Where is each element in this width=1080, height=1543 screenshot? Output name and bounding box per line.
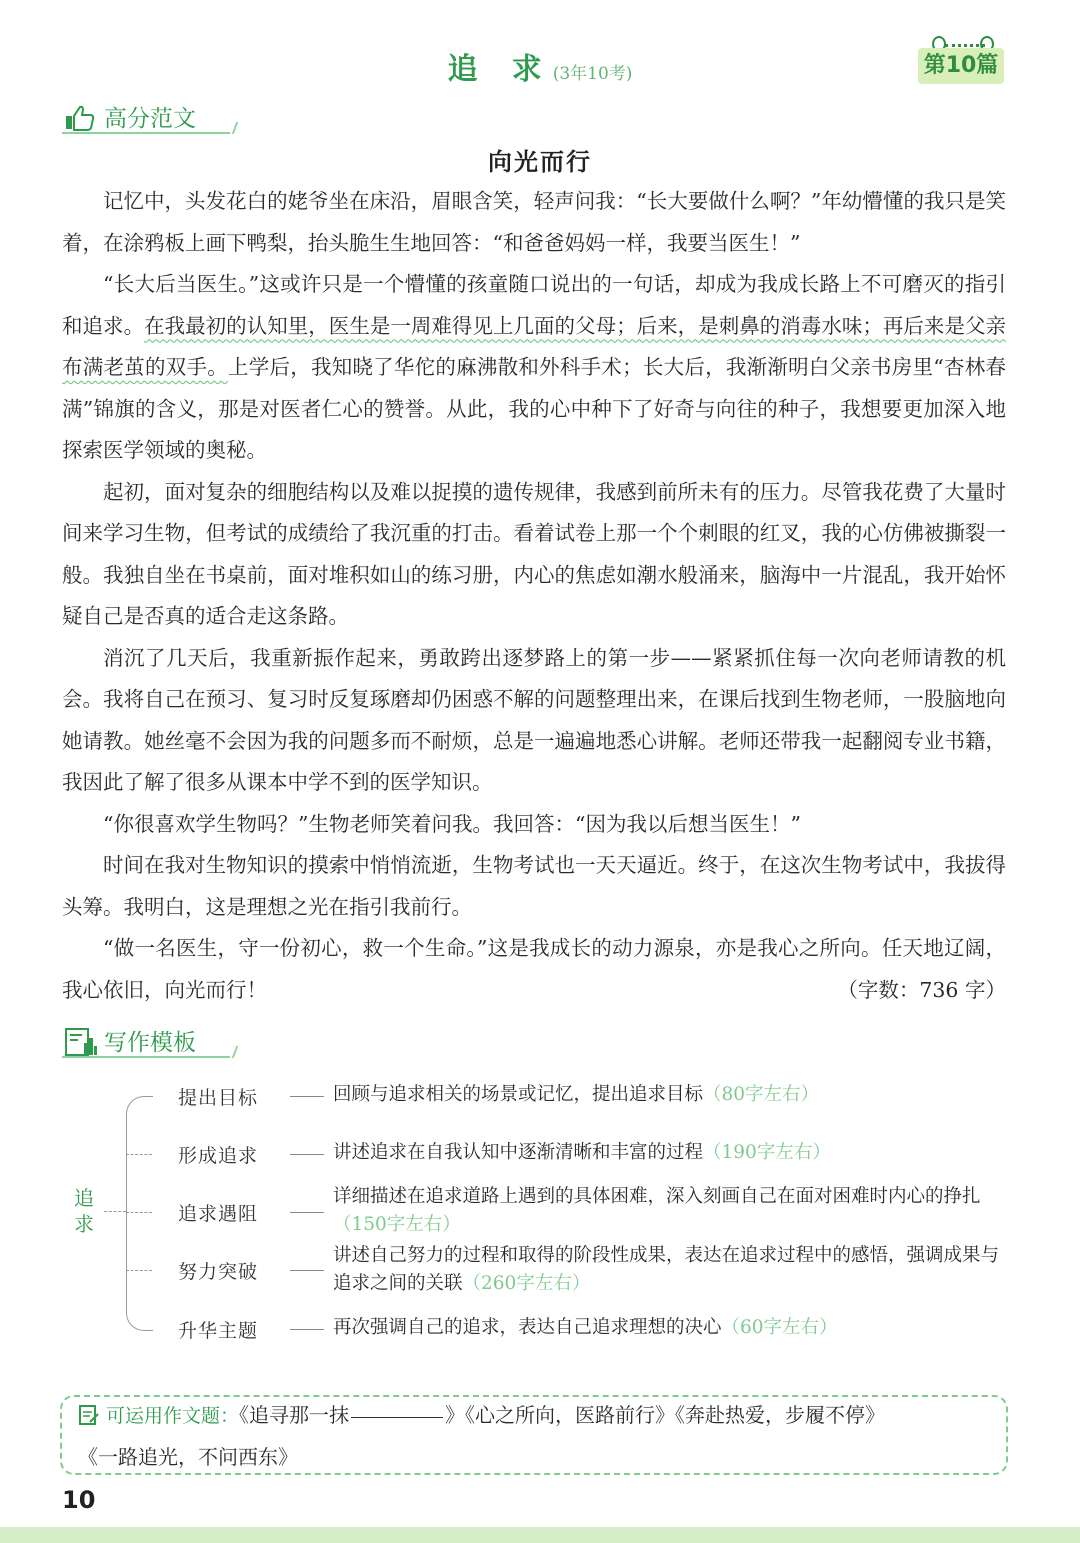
template-node-dash (290, 1096, 324, 1098)
template-node-desc (333, 1314, 1013, 1342)
essay-title: 向光而行 (488, 147, 592, 176)
template-node-desc (333, 1242, 1013, 1298)
essay-paragraph (62, 928, 1006, 1011)
thumbs-up-icon (64, 104, 96, 132)
essay-text: “做一名医生，守一份初心，救一个生命。”这是我成长的动力源泉，亦是我心之所向。任天地辽阔，我心依旧，向光而行！ (62, 936, 1006, 1002)
applicable-label: 可运用作文题： (106, 1405, 240, 1427)
applicable-titles-line-2 (78, 1440, 1008, 1474)
essay-paragraph: 消沉了几天后，我重新振作起来，勇敢跨出逐梦路上的第一步——紧紧抓住每一次向老师请教的机会。我将自己在预习、复习时反复琢磨却仍困惑不解的问题整理出来，在课后找到生物老师，一股脑地向她请教。她丝毫不会因为我的问题多而不耐烦，总是一遍遍地悉心讲解。老师还带我一起翻阅专业书籍，我因此了解了很多从课本中学不到的医学知识。 (62, 645, 1006, 794)
title-1-end: 》 (445, 1403, 466, 1427)
section-label: 高分范文 (104, 106, 196, 132)
template-node-label: 升华主题 (178, 1320, 259, 1342)
section-underline-tick (226, 1046, 238, 1058)
section-underline (62, 1056, 230, 1058)
template-root-label: 追求 (74, 1186, 94, 1236)
desc-text: 讲述追求在自我认知中逐渐清晰和丰富的过程 (333, 1142, 704, 1163)
footer-bar (0, 1527, 1080, 1543)
template-node-desc (333, 1183, 1013, 1239)
template-branch-stub (126, 1154, 152, 1156)
section-label: 写作模板 (104, 1030, 196, 1056)
essay-text: 上学后，我知晓了华佗的麻沸散和外科手术；长大后，我渐渐明白父亲书房里“杏林春满”锦旗的含义，那是对医者仁心的赞誉。从此，我的心中种下了好奇与向往的种子，我想要更加深入地探索医学领域的奥秘。 (62, 355, 1007, 462)
essay-paragraph (62, 264, 1006, 472)
desc-text: 再次强调自己的追求，表达自己追求理想的决心 (333, 1317, 722, 1338)
fill-in-blank (351, 1416, 443, 1418)
desc-text: 回顾与追求相关的场景或记忆，提出追求目标 (333, 1084, 704, 1105)
section-underline (62, 132, 230, 134)
word-target: （150字左右） (333, 1214, 461, 1235)
template-branch-stub (126, 1212, 152, 1214)
template-chart-icon (64, 1027, 98, 1057)
title-2: 《心之所向，医路前行》 (465, 1403, 676, 1427)
template-node-dash (290, 1270, 324, 1272)
template-root-connector (104, 1211, 126, 1213)
template-node-dash (290, 1212, 324, 1214)
template-node-desc (333, 1081, 1013, 1109)
template-node-label: 提出目标 (178, 1087, 259, 1109)
desc-text: 讲述自己努力的过程和取得的阶段性成果，表达在追求过程中的感悟，强调成果与追求之间的关联 (333, 1245, 1000, 1294)
template-node-label: 努力突破 (178, 1261, 259, 1283)
template-node-label: 形成追求 (178, 1145, 259, 1167)
chapter-title-main: 追 求 (447, 52, 544, 87)
template-node-dash (290, 1154, 324, 1156)
essay-text: “长大后当医生。”这或许只是一个懵懂的孩童随口说出的一句话，却成为我成长路上不可磨灭的指引和追求。 (62, 272, 1006, 338)
essay-paragraph: 时间在我对生物知识的摸索中悄悄流逝，生物考试也一天天逼近。终于，在这次生物考试中，我拔得头筹。我明白，这是理想之光在指引我前行。 (62, 853, 1006, 919)
essay-paragraph: 记忆中，头发花白的姥爷坐在床沿，眉眼含笑，轻声问我：“长大要做什么啊？”年幼懵懂的我只是笑着，在涂鸦板上画下鸭梨，抬头脆生生地回答：“和爸爸妈妈一样，我要当医生！” (62, 189, 1006, 255)
template-node-desc (333, 1139, 1013, 1167)
title-1-start: 《追寻那一抹 (239, 1403, 350, 1427)
title-3: 《奔赴热爱，步履不停》 (675, 1403, 886, 1427)
page-number: 10 (62, 1486, 96, 1514)
notepad-icon (78, 1404, 100, 1426)
chapter-badge: 第10篇 (918, 48, 1004, 84)
word-target: （190字左右） (703, 1142, 831, 1163)
applicable-titles-line-1 (78, 1398, 1008, 1433)
word-target: （60字左右） (721, 1317, 838, 1338)
title-4: 《一路追光，不问西东》 (78, 1445, 298, 1469)
desc-text: 详细描述在追求道路上遇到的具体困难，深入刻画自己在面对困难时内心的挣扎 (333, 1186, 981, 1207)
essay-paragraph: “你很喜欢学生物吗？”生物老师笑着问我。我回答：“因为我以后想当医生！” (103, 811, 801, 836)
template-branch-stub (126, 1270, 152, 1272)
word-target: （260字左右） (462, 1273, 591, 1294)
chapter-title-sub: (3年10考) (552, 64, 633, 84)
word-target: （80字左右） (703, 1084, 820, 1105)
word-count: （字数：736 字） (837, 977, 1006, 1002)
section-underline-tick (226, 122, 238, 134)
essay-highlight-wavy: 在我最初的认知里，医生是一周难得见上几面的父母；后来，是刺鼻的消毒水味；再后来是父亲布满老茧的双手。 (62, 313, 1007, 379)
template-node-dash (290, 1329, 324, 1331)
essay-body (62, 181, 1006, 1011)
essay-paragraph: 起初，面对复杂的细胞结构以及难以捉摸的遗传规律，我感到前所未有的压力。尽管我花费了大量时间来学习生物，但考试的成绩给了我沉重的打击。看着试卷上那一个个刺眼的红叉，我的心仿佛被撕裂一般。我独自坐在书桌前，面对堆积如山的练习册，内心的焦虑如潮水般涌来，脑海中一片混乱，我开始怀疑自己是否真的适合走这条路。 (62, 479, 1006, 628)
template-node-label: 追求遇阻 (178, 1203, 259, 1225)
